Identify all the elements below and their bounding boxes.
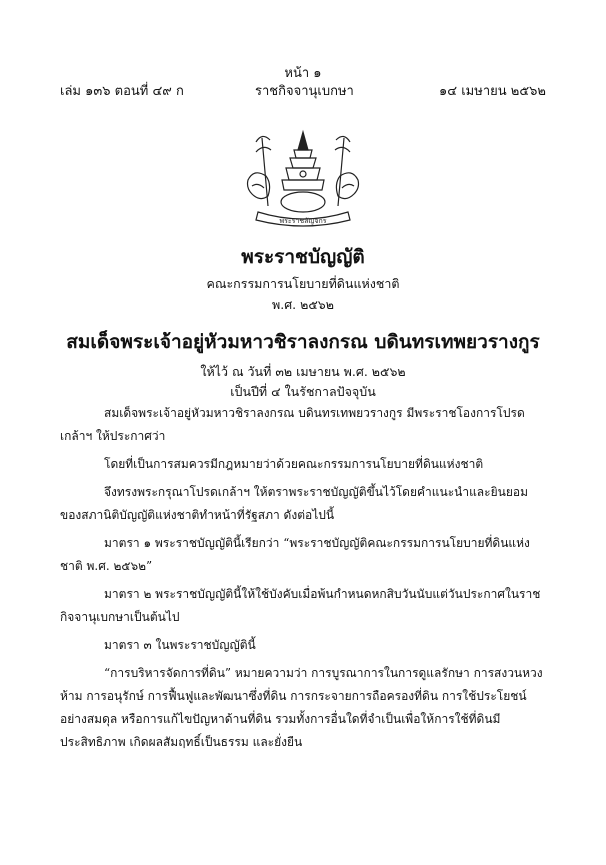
definition-paragraph: “การบริหารจัดการที่ดิน” หมายความว่า การบูรณาการในการดูแลรักษา การสงวนหวงห้าม การอนุรักษ์ การฟื้นฟูและพัฒนาซึ่งที่ดิน การกระจายการถือครองที่ดิน การใช้ประโยชน์อย่างสมดุล หรือการแก้ไขปัญหาด้านที่ดิน รวมทั้งการอื่นใดที่จำเป็นเพื่อให้การใช้ที่ดินมีประสิทธิภาพ เกิดผลสัมฤทธิ์เป็นธรรม และยั่งยืน — [60, 666, 543, 749]
paragraph: จึงทรงพระกรุณาโปรดเกล้าฯ ให้ตราพระราชบัญญัติขึ้นไว้โดยคำแนะนำและยินยอมของสภานิติบัญญัติแห่งชาติทำหน้าที่รัฐสภา ดังต่อไปนี้ — [60, 485, 528, 522]
paragraph: โดยที่เป็นการสมควรมีกฎหมายว่าด้วยคณะกรรมการนโยบายที่ดินแห่งชาติ — [104, 457, 484, 471]
royal-garuda-seal-icon — [238, 128, 368, 228]
act-year: พ.ศ. ๒๕๖๒ — [272, 297, 334, 312]
publication-date: ๑๔ เมษายน ๒๕๖๒ — [439, 84, 546, 99]
section-2: มาตรา ๒ พระราชบัญญัตินี้ให้ใช้บังคับเมื่อพ้นกำหนดหกสิบวันนับแต่วันประกาศในราชกิจจานุเบกษาเป็นต้นไป — [60, 587, 541, 624]
act-name: คณะกรรมการนโยบายที่ดินแห่งชาติ — [206, 276, 400, 291]
given-date: ให้ไว้ ณ วันที่ ๓๒ เมษายน พ.ศ. ๒๕๖๒ — [200, 364, 406, 379]
emblem-caption: พระราชลัญจกร — [279, 217, 327, 225]
section-3: มาตรา ๓ ในพระราชบัญญัตินี้ — [104, 638, 256, 652]
king-name: สมเด็จพระเจ้าอยู่หัวมหาวชิราลงกรณ บดินทรเทพยวรางกูร — [66, 331, 540, 353]
document-body — [60, 402, 546, 759]
section-1: มาตรา ๑ พระราชบัญญัตินี้เรียกว่า “พระราชบัญญัติคณะกรรมการนโยบายที่ดินแห่งชาติ พ.ศ. ๒๕๖๒” — [60, 536, 530, 573]
page-number: หน้า ๑ — [284, 66, 322, 81]
paragraph: สมเด็จพระเจ้าอยู่หัวมหาวชิราลงกรณ บดินทรเทพยวรางกูร มีพระราชโองการโปรดเกล้าฯ ให้ประกาศว่า — [60, 406, 525, 443]
gazette-name: ราชกิจจานุเบกษา — [255, 84, 354, 99]
document-title: พระราชบัญญัติ — [241, 246, 365, 268]
volume-issue: เล่ม ๑๓๖ ตอนที่ ๔๙ ก — [60, 84, 184, 99]
reign-year: เป็นปีที่ ๔ ในรัชกาลปัจจุบัน — [230, 384, 376, 399]
